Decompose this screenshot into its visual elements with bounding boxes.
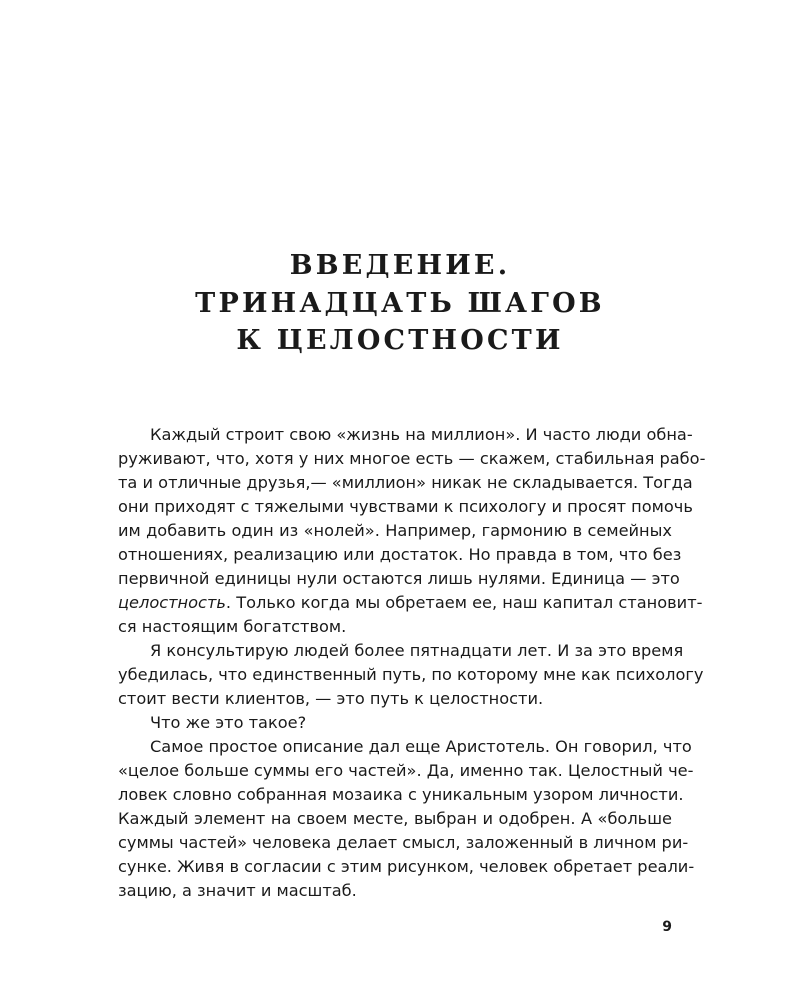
text-line: Самое простое описание дал еще Аристотель. Он говорил, что bbox=[150, 737, 692, 756]
chapter-title-line-2: ТРИНАДЦАТЬ ШАГОВ bbox=[195, 287, 605, 319]
text-line: Что же это такое? bbox=[150, 713, 307, 732]
text-line: ловек словно собранная мозаика с уникальным узором личности. bbox=[118, 785, 684, 804]
text-line-with-emphasis bbox=[118, 591, 703, 615]
text-line: стоит вести клиентов, — это путь к целостности. bbox=[118, 689, 544, 708]
text-line: отношениях, реализацию или достаток. Но правда в том, что без bbox=[118, 545, 682, 564]
chapter-title bbox=[0, 247, 800, 360]
emphasized-word: целостность bbox=[118, 593, 226, 612]
text-line: Каждый элемент на своем месте, выбран и одобрен. А «больше bbox=[118, 809, 672, 828]
text-line: руживают, что, хотя у них многое есть — скажем, стабильная рабо- bbox=[118, 449, 706, 468]
text-line: Каждый строит свою «жизнь на миллион». И часто люди обна- bbox=[150, 425, 693, 444]
text-line: убедилась, что единственный путь, по которому мне как психологу bbox=[118, 665, 704, 684]
page-number: 9 bbox=[662, 919, 672, 935]
text-line: сунке. Живя в согласии с этим рисунком, человек обретает реали- bbox=[118, 857, 695, 876]
text-line-rest: . Только когда мы обретаем ее, наш капитал становит- bbox=[225, 593, 703, 612]
text-line: Я консультирую людей более пятнадцати лет. И за это время bbox=[150, 641, 684, 660]
chapter-title-line-1: ВВЕДЕНИЕ. bbox=[289, 250, 511, 281]
text-line: первичной единицы нули остаются лишь нулями. Единица — это bbox=[118, 569, 680, 588]
text-line: им добавить один из «нолей». Например, гармонию в семейных bbox=[118, 521, 672, 540]
body-text bbox=[118, 423, 706, 903]
text-line: зацию, а значит и масштаб. bbox=[118, 881, 357, 900]
text-line: ся настоящим богатством. bbox=[118, 617, 347, 636]
chapter-title-line-3: К ЦЕЛОСТНОСТИ bbox=[236, 325, 564, 356]
text-line: они приходят с тяжелыми чувствами к психологу и просят помочь bbox=[118, 497, 693, 516]
text-line: та и отличные друзья,— «миллион» никак не складывается. Тогда bbox=[118, 473, 693, 492]
text-line: суммы частей» человека делает смысл, заложенный в личном ри- bbox=[118, 833, 689, 852]
text-line: «целое больше суммы его частей». Да, именно так. Целостный че- bbox=[118, 761, 694, 780]
